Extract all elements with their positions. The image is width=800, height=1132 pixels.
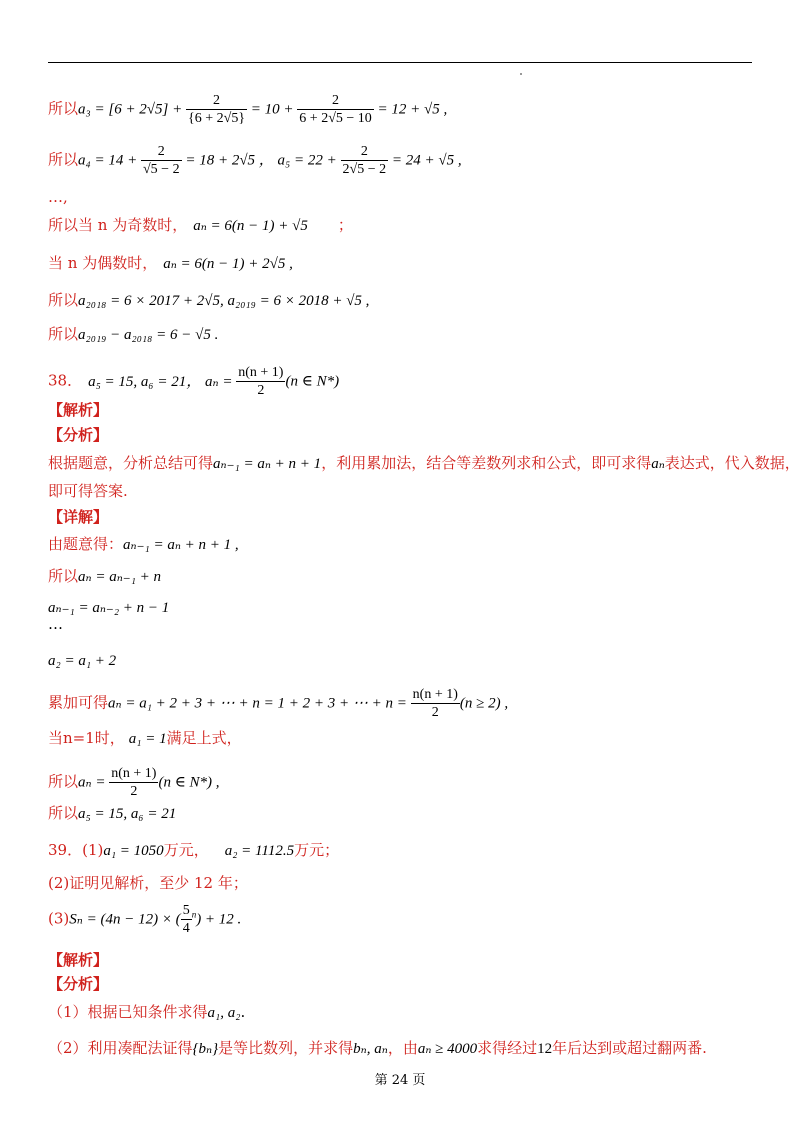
q39-part1: 39．(1)a₁ = 1050万元， a₂ = 1112.5万元；: [48, 841, 340, 859]
detail-n1: 当n=1时， a₁ = 1满足上式，: [48, 729, 242, 747]
detail-1: 由题意得：aₙ₋₁ = aₙ + n + 1 ,: [48, 535, 239, 553]
line-even: 当 n 为偶数时， aₙ = 6(n − 1) + 2√5 ,: [48, 254, 293, 272]
analysis-line1: 根据题意，分析总结可得aₙ₋₁ = aₙ + n + 1，利用累加法，结合等差数列求和公式，即可求得aₙ表达式，代入数据，: [48, 454, 800, 472]
line-a4-a5: 所以a₄ = 14 + $\frac{2}{√5 - 2}$ = 18 + 2√5 ， a₅ = 22 + $\frac{2}{2√5 - 2}$ = 24 + √5 ,: [48, 144, 462, 177]
detail-2: 所以aₙ = aₙ₋₁ + n: [48, 567, 162, 585]
fraction: $\frac{2}{2√5 - 2}$: [342, 144, 387, 177]
analysis-p2: （2）利用凑配法证得{bₙ}是等比数列，并求得bₙ, aₙ，由aₙ ≥ 4000求得经过12年后达到或超过翻两番.: [48, 1039, 707, 1057]
fraction: $\frac{2}{6 + 2√5 - 10}$: [299, 93, 372, 126]
fraction: $\frac{n(n + 1)}{2}$: [412, 687, 458, 720]
line-odd: 所以当 n 为奇数时， aₙ = 6(n − 1) + √5 ；: [48, 216, 353, 234]
fenxi-heading: 【分析】: [48, 426, 109, 444]
header-dot: [520, 73, 522, 75]
detail-general: 所以aₙ = $\frac{n(n + 1)}{2}$ (n ∈ N*) ,: [48, 766, 220, 799]
analysis-line2: 即可得答案.: [48, 482, 128, 500]
q39-part3: (3)Sₙ = (4n − 12) × ( $\frac{5}{4}$ $^n$) + 12 .: [48, 903, 242, 936]
fraction: $\frac{n(n + 1)}{2}$: [238, 365, 284, 398]
line-a2018: 所以a₂₀₁₈ = 6 × 2017 + 2√5, a₂₀₁₉ = 6 × 2018 + √5 ,: [48, 291, 370, 309]
analysis-p1: （1）根据已知条件求得a₁, a₂.: [48, 1003, 246, 1021]
jiexi-heading-2: 【解析】: [48, 951, 109, 969]
line-diff: 所以a₂₀₁₉ − a₂₀₁₈ = 6 − √5 .: [48, 325, 219, 343]
q39-part2: (2)证明见解析，至少 12 年；: [48, 874, 248, 892]
fraction: $\frac{2}{√5 - 2}$: [142, 144, 180, 177]
fraction: $\frac{n(n + 1)}{2}$: [111, 766, 157, 799]
line-ellipsis: …,: [48, 188, 68, 206]
fraction: $\frac{5}{4}$: [182, 903, 190, 936]
detail-4: a₂ = a₁ + 2: [48, 653, 117, 669]
detail-sum: 累加可得aₙ = a₁ + 2 + 3 + ⋯ + n = 1 + 2 + 3 + ⋯ + n = $\frac{n(n + 1)}{2}$ (n ≥ 2) ,: [48, 687, 509, 720]
detail-result: 所以a₅ = 15, a₆ = 21: [48, 804, 177, 822]
jiexi-heading: 【解析】: [48, 401, 109, 419]
fraction: $\frac{2}{\{6 + 2√5\}}$: [188, 93, 246, 126]
header-rule: [48, 62, 752, 63]
page-number: 第 24 页: [374, 1073, 426, 1088]
q38-answer: 38． a₅ = 15, a₆ = 21， aₙ = $\frac{n(n + 1)}{2}$ (n ∈ N*): [48, 365, 340, 398]
fenxi-heading-2: 【分析】: [48, 975, 109, 993]
detail-3: aₙ₋₁ = aₙ₋₂ + n − 1: [48, 600, 170, 616]
line-a3: 所以a₃ = [6 + 2√5] + $\frac{2}{\{6 + 2√5\}}$ = 10 + $\frac{2}{6 + 2√5 - 10}$ = 12 + √5 ,: [48, 93, 448, 126]
xiangjie-heading: 【详解】: [48, 508, 109, 526]
detail-ellipsis: …: [48, 615, 63, 633]
